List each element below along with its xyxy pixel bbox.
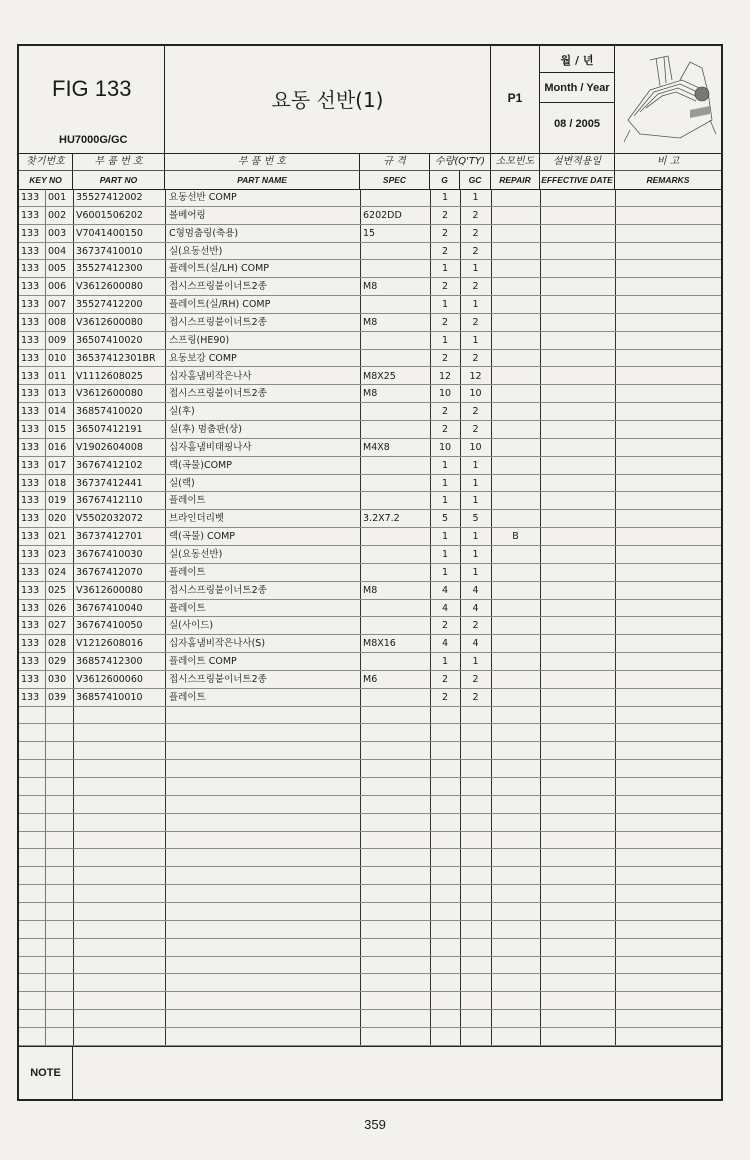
note-section	[19, 1046, 721, 1100]
col-spec-en: SPEC	[360, 171, 430, 189]
cell-fig: 133	[21, 441, 40, 453]
cell-gc: 12	[469, 370, 482, 382]
cell-gc: 1	[472, 263, 479, 275]
col-eff-kr: 설변적용일	[540, 153, 615, 171]
col-qty-gc: GC	[460, 171, 491, 189]
cell-key: 013	[48, 388, 67, 400]
cell-part-no: 36537412301BR	[76, 352, 156, 364]
sheet-header	[19, 46, 721, 154]
page-number: 359	[364, 1117, 386, 1132]
cell-g: 2	[441, 424, 449, 436]
cell-part-no: 36767410030	[76, 549, 143, 560]
table-row	[19, 867, 721, 885]
cell-name: 접시스프링붙이너트2종	[169, 673, 267, 685]
cell-g: 1	[441, 549, 449, 560]
table-row	[19, 957, 721, 975]
cell-gc: 1	[472, 477, 479, 489]
cell-key: 029	[48, 656, 67, 668]
cell-name: 플레이트(실/RH) COMP	[169, 299, 271, 311]
cell-fig: 133	[21, 263, 40, 275]
col-name-kr: 부 품 번 호	[165, 153, 360, 171]
cell-g: 2	[441, 316, 449, 328]
cell-fig: 133	[21, 513, 40, 525]
cell-g: 2	[441, 620, 449, 632]
cell-fig: 133	[21, 209, 40, 221]
cell-part-no: V1212608016	[76, 638, 143, 650]
cell-fig: 133	[21, 566, 40, 578]
cell-key: 006	[48, 281, 67, 293]
cell-spec: 15	[363, 227, 376, 239]
cell-g: 2	[441, 281, 449, 293]
cell-g: 1	[441, 334, 449, 346]
table-row	[19, 671, 721, 689]
cell-key: 002	[48, 209, 67, 221]
cell-gc: 1	[472, 192, 479, 203]
table-row	[19, 189, 721, 207]
cell-fig: 133	[21, 495, 40, 507]
cell-key: 021	[48, 531, 67, 543]
cell-gc: 2	[472, 424, 479, 436]
table-row	[19, 225, 721, 243]
cell-gc: 4	[472, 584, 479, 596]
cell-spec: M8	[363, 316, 378, 328]
table-row	[19, 992, 721, 1010]
page-code-cell	[491, 46, 540, 153]
cell-g: 2	[441, 691, 449, 703]
table-row	[19, 260, 721, 278]
cell-part-no: 36507412191	[76, 424, 143, 436]
cell-name: 실(후)	[169, 406, 195, 418]
table-row	[19, 421, 721, 439]
cell-g: 12	[438, 370, 452, 382]
cell-key: 030	[48, 673, 67, 685]
table-row	[19, 403, 721, 421]
cell-key: 019	[48, 495, 67, 507]
parts-table	[19, 189, 721, 1046]
cell-key: 018	[48, 477, 67, 489]
col-name-en: PART NAME	[165, 171, 360, 189]
table-row	[19, 814, 721, 832]
cell-g: 10	[438, 388, 452, 400]
col-partno-en: PART NO	[73, 171, 165, 189]
cell-key: 005	[48, 263, 67, 275]
cell-gc: 5	[472, 513, 479, 525]
table-row	[19, 296, 721, 314]
table-row	[19, 921, 721, 939]
cell-part-no: V7041400150	[76, 227, 143, 239]
cell-g: 2	[441, 209, 449, 221]
cell-key: 007	[48, 299, 67, 311]
cell-g: 4	[441, 584, 449, 596]
cell-gc: 4	[472, 602, 479, 614]
col-repair-kr: 소모빈도	[491, 153, 540, 171]
cell-key: 027	[48, 620, 67, 632]
cell-fig: 133	[21, 370, 40, 382]
cell-g: 5	[441, 513, 449, 525]
cell-name: 접시스프링붙이너트2종	[169, 584, 267, 596]
cell-spec: 3.2X7.2	[363, 513, 400, 525]
cell-gc: 2	[472, 673, 479, 685]
cell-part-no: V3612600080	[76, 281, 143, 293]
cell-gc: 10	[469, 388, 482, 400]
table-row	[19, 778, 721, 796]
table-row	[19, 849, 721, 867]
cell-fig: 133	[21, 281, 40, 293]
cell-fig: 133	[21, 299, 40, 311]
table-row	[19, 350, 721, 368]
cell-spec: M8	[363, 388, 378, 400]
fig-cell	[19, 46, 165, 153]
cell-name: 플레이트	[169, 566, 206, 578]
cell-gc: 4	[472, 638, 479, 650]
cell-spec: M8X25	[363, 370, 396, 382]
column-headers	[19, 153, 721, 190]
cell-gc: 1	[472, 299, 479, 311]
col-qty-kr: 수량(Q'TY)	[430, 153, 491, 171]
cell-part-no: V3612600080	[76, 316, 143, 328]
cell-g: 4	[441, 602, 449, 614]
cell-g: 2	[441, 227, 449, 239]
cell-key: 020	[48, 513, 67, 525]
cell-fig: 133	[21, 602, 40, 614]
cell-key: 010	[48, 352, 67, 364]
cell-gc: 2	[472, 209, 479, 221]
table-row	[19, 510, 721, 528]
cell-part-no: 36857412300	[76, 656, 143, 668]
cell-fig: 133	[21, 477, 40, 489]
cell-key: 016	[48, 441, 67, 453]
cell-fig: 133	[21, 227, 40, 239]
cell-key: 015	[48, 424, 67, 436]
cell-fig: 133	[21, 316, 40, 328]
table-row	[19, 314, 721, 332]
col-qty-g: G	[430, 171, 460, 189]
cell-fig: 133	[21, 673, 40, 685]
cell-part-no: 36737412701	[76, 531, 143, 543]
cell-name: 실(후) 멈춤판(상)	[169, 424, 242, 436]
table-row	[19, 742, 721, 760]
cell-name: 플레이트	[169, 495, 206, 507]
cell-gc: 1	[472, 459, 479, 471]
col-spec-kr: 규 격	[360, 153, 430, 171]
table-row	[19, 278, 721, 296]
cell-key: 024	[48, 566, 67, 578]
cell-gc: 2	[472, 620, 479, 632]
cell-name: 플레이트	[169, 602, 206, 614]
cell-part-no: 36767412102	[76, 459, 143, 471]
table-row	[19, 939, 721, 957]
note-label: NOTE	[19, 1047, 73, 1100]
cell-name: 랙(곡물)COMP	[169, 459, 232, 471]
table-row	[19, 1028, 721, 1046]
cell-part-no: 36857410010	[76, 691, 143, 703]
cell-part-no: V3612600060	[76, 673, 143, 685]
table-row	[19, 653, 721, 671]
cell-g: 1	[441, 263, 449, 275]
cell-part-no: 35527412300	[76, 263, 143, 275]
cell-name: 접시스프링붙이너트2종	[169, 316, 267, 328]
col-repair-en: REPAIR	[491, 171, 540, 189]
page-title: 요동 선반(1)	[271, 88, 384, 112]
cell-g: 1	[441, 299, 449, 311]
cell-spec: M6	[363, 673, 378, 685]
cell-fig: 133	[21, 656, 40, 668]
fig-number: FIG 133	[52, 76, 132, 101]
assembly-thumbnail-icon	[620, 50, 718, 146]
cell-fig: 133	[21, 638, 40, 650]
cell-part-no: 36767412110	[76, 495, 143, 507]
table-row	[19, 885, 721, 903]
cell-key: 001	[48, 192, 67, 203]
table-row	[19, 439, 721, 457]
table-row	[19, 332, 721, 350]
cell-gc: 2	[472, 316, 479, 328]
table-row	[19, 635, 721, 653]
cell-key: 039	[48, 691, 67, 703]
col-eff-en: EFFECTIVE DATE	[540, 171, 615, 189]
cell-repair: B	[512, 531, 519, 543]
table-row	[19, 475, 721, 493]
cell-part-no: 36767410050	[76, 620, 143, 632]
table-row	[19, 832, 721, 850]
cell-fig: 133	[21, 406, 40, 418]
month-year-kr: 월 / 년	[560, 54, 594, 67]
cell-key: 003	[48, 227, 67, 239]
table-row	[19, 600, 721, 618]
cell-name: 브라인더리벳	[169, 513, 225, 525]
cell-part-no: 35527412002	[76, 192, 143, 203]
cell-part-no: V1902604008	[76, 441, 143, 453]
cell-key: 025	[48, 584, 67, 596]
cell-fig: 133	[21, 388, 40, 400]
cell-name: 요동선반 COMP	[169, 192, 237, 203]
cell-g: 1	[441, 495, 449, 507]
cell-key: 017	[48, 459, 67, 471]
col-key-en: KEY NO	[19, 171, 73, 189]
table-row	[19, 207, 721, 225]
cell-name: 실(랙)	[169, 477, 195, 489]
cell-g: 1	[441, 459, 449, 471]
cell-fig: 133	[21, 334, 40, 346]
cell-fig: 133	[21, 549, 40, 560]
cell-part-no: 36857410020	[76, 406, 143, 418]
cell-name: 십자홈냄비작은나사(S)	[169, 638, 266, 650]
cell-fig: 133	[21, 691, 40, 703]
table-row	[19, 725, 721, 743]
cell-spec: M4X8	[363, 441, 390, 453]
cell-name: 요동보강 COMP	[169, 352, 237, 364]
cell-name: 플레이트 COMP	[169, 656, 237, 668]
cell-part-no: 36507410020	[76, 334, 143, 346]
cell-fig: 133	[21, 620, 40, 632]
cell-spec: M8	[363, 281, 378, 293]
cell-name: 플레이트	[169, 691, 206, 703]
table-row	[19, 528, 721, 546]
cell-part-no: V5502032072	[76, 513, 143, 525]
cell-key: 014	[48, 406, 67, 418]
cell-spec: M8	[363, 584, 378, 596]
table-row	[19, 457, 721, 475]
cell-name: 접시스프링붙이너트2종	[169, 281, 267, 293]
cell-key: 026	[48, 602, 67, 614]
table-row	[19, 492, 721, 510]
cell-gc: 1	[472, 334, 479, 346]
cell-g: 2	[441, 406, 449, 418]
cell-gc: 2	[472, 691, 479, 703]
cell-key: 004	[48, 245, 67, 257]
cell-g: 1	[441, 656, 449, 668]
col-rem-kr: 비 고	[615, 153, 721, 171]
effective-date: 08 / 2005	[554, 118, 600, 130]
table-row	[19, 385, 721, 403]
cell-part-no: 36767410040	[76, 602, 143, 614]
cell-key: 028	[48, 638, 67, 650]
cell-gc: 1	[472, 495, 479, 507]
title-cell	[165, 46, 491, 153]
cell-name: 십자홈냄비작은나사	[169, 370, 252, 382]
cell-part-no: 36737412441	[76, 477, 143, 489]
cell-spec: 6202DD	[363, 209, 402, 221]
cell-fig: 133	[21, 192, 40, 203]
col-partno-kr: 부 품 번 호	[73, 153, 165, 171]
cell-name: 랙(곡물) COMP	[169, 531, 235, 543]
table-row	[19, 796, 721, 814]
col-key-kr: 찾기번호	[19, 153, 73, 171]
cell-part-no: 36767412070	[76, 566, 143, 578]
table-row	[19, 582, 721, 600]
cell-part-no: V3612600080	[76, 584, 143, 596]
cell-gc: 2	[472, 245, 479, 257]
cell-gc: 1	[472, 531, 479, 543]
cell-spec: M8X16	[363, 638, 396, 650]
table-row	[19, 903, 721, 921]
cell-g: 1	[441, 477, 449, 489]
cell-gc: 2	[472, 281, 479, 293]
table-row	[19, 707, 721, 725]
cell-gc: 2	[472, 352, 479, 364]
table-row	[19, 974, 721, 992]
cell-fig: 133	[21, 245, 40, 257]
page-code: P1	[507, 91, 523, 105]
cell-name: 십자홈냄비태핑나사	[169, 441, 252, 453]
model-name: HU7000G/GC	[59, 134, 128, 146]
table-row	[19, 689, 721, 707]
cell-gc: 1	[472, 549, 479, 560]
cell-key: 008	[48, 316, 67, 328]
cell-name: 접시스프링붙이너트2종	[169, 388, 267, 400]
table-row	[19, 564, 721, 582]
cell-gc: 2	[472, 227, 479, 239]
cell-g: 2	[441, 673, 449, 685]
cell-part-no: V3612600080	[76, 388, 143, 400]
table-row	[19, 1010, 721, 1028]
cell-g: 1	[441, 531, 449, 543]
table-row	[19, 368, 721, 386]
cell-g: 2	[441, 245, 449, 257]
cell-g: 1	[441, 566, 449, 578]
cell-key: 011	[48, 370, 67, 382]
cell-name: 스프링(HE90)	[169, 334, 230, 346]
cell-g: 1	[441, 192, 449, 203]
col-rem-en: REMARKS	[646, 175, 690, 185]
cell-g: 10	[438, 441, 452, 453]
table-row	[19, 617, 721, 635]
cell-gc: 10	[469, 441, 482, 453]
cell-part-no: V6001506202	[76, 209, 143, 221]
date-cell	[540, 46, 615, 153]
cell-g: 2	[441, 352, 449, 364]
cell-name: 실(요동선반)	[169, 549, 223, 560]
cell-g: 4	[441, 638, 449, 650]
cell-name: C형멈춤링(축용)	[169, 227, 239, 239]
cell-gc: 1	[472, 656, 479, 668]
cell-fig: 133	[21, 424, 40, 436]
cell-fig: 133	[21, 531, 40, 543]
cell-name: 실(요동선반)	[169, 245, 223, 257]
cell-key: 009	[48, 334, 67, 346]
cell-part-no: 36737410010	[76, 245, 143, 257]
cell-name: 플레이트(실/LH) COMP	[169, 263, 269, 275]
cell-part-no: 35527412200	[76, 299, 143, 311]
parts-sheet	[17, 44, 723, 1101]
cell-fig: 133	[21, 459, 40, 471]
month-year-en: Month / Year	[544, 82, 610, 94]
cell-gc: 1	[472, 566, 479, 578]
cell-part-no: V1112608025	[76, 370, 143, 382]
cell-name: 볼베어링	[169, 209, 206, 221]
cell-fig: 133	[21, 584, 40, 596]
table-row	[19, 546, 721, 564]
cell-gc: 2	[472, 406, 479, 418]
cell-fig: 133	[21, 352, 40, 364]
cell-key: 023	[48, 549, 67, 560]
table-row	[19, 243, 721, 261]
table-row	[19, 760, 721, 778]
cell-name: 실(사이드)	[169, 620, 214, 632]
